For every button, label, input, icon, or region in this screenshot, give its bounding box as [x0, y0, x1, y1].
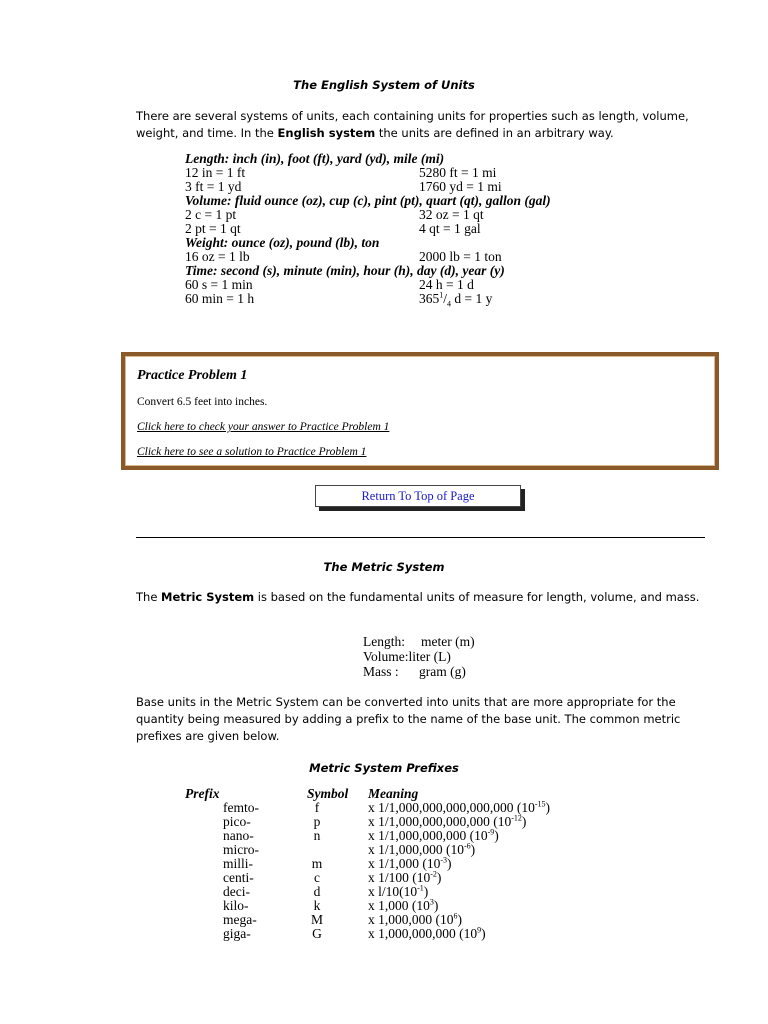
meaning-column-header: Meaning — [368, 786, 419, 801]
prefix-meaning-text: x 1/1,000,000,000 (10 — [368, 828, 488, 843]
prefix-meaning — [368, 899, 438, 913]
english-units-list — [185, 151, 585, 309]
prefix-symbol: c — [314, 870, 320, 885]
prefix-symbol: p — [313, 814, 321, 829]
english-intro-text-end: the units are defined in an arbitrary way. — [375, 126, 614, 140]
metric-intro-text-start: The — [136, 590, 162, 604]
prefix-meaning-close: ) — [447, 856, 452, 871]
conversion-right — [419, 208, 484, 222]
metric-base-units — [363, 634, 475, 679]
unit-conversion-row — [185, 180, 585, 194]
prefix-meaning-text: x 1,000,000,000 (10 — [368, 926, 478, 941]
unit-conversion-row — [185, 166, 585, 180]
prefix-meaning — [368, 843, 475, 857]
prefix-meaning — [368, 815, 526, 829]
unit-conversion-row — [185, 290, 585, 309]
conversion-right-value: 32 oz = 1 qt — [419, 207, 484, 222]
conversion-right — [419, 290, 493, 309]
prefix-row — [185, 857, 625, 871]
prefix-name: pico- — [223, 814, 251, 829]
prefix-name: centi- — [223, 870, 254, 885]
prefix-exponent: -15 — [534, 799, 546, 809]
prefix-row — [185, 801, 625, 815]
prefix-meaning-close: ) — [494, 828, 499, 843]
english-system-bold-term: English system — [277, 126, 376, 140]
metric-prefix-table — [185, 787, 625, 941]
practice-problem-title: Practice Problem 1 — [137, 368, 248, 383]
prefix-row — [185, 871, 625, 885]
prefix-meaning-close: ) — [423, 884, 429, 899]
prefix-meaning-text: x 1/1,000 (10 — [368, 856, 441, 871]
unit-conversion-row — [185, 222, 585, 236]
unit-category-heading: Length: inch (in), foot (ft), yard (yd), mile (mi) — [185, 151, 445, 166]
conversion-left: 60 min = 1 h — [185, 291, 255, 306]
prefix-name: femto- — [223, 800, 259, 815]
prefix-meaning-close: ) — [470, 842, 476, 857]
prefix-meaning-text: x 1/1,000,000 (10 — [368, 842, 464, 857]
prefix-meaning — [368, 857, 452, 871]
conversion-right-value: 1760 yd = 1 mi — [419, 179, 502, 194]
prefix-name: kilo- — [223, 898, 249, 913]
prefix-meaning-text: x 1/1,000,000,000,000,000 (10 — [368, 800, 535, 815]
fraction-numerator: 1 — [439, 290, 444, 300]
prefix-row — [185, 829, 625, 843]
prefix-name: giga- — [223, 926, 251, 941]
section-divider — [136, 537, 705, 538]
conversion-left: 2 c = 1 pt — [185, 207, 237, 222]
prefix-exponent: -1 — [417, 883, 424, 893]
prefix-symbol: d — [313, 884, 321, 899]
prefix-meaning — [368, 885, 428, 899]
see-solution-link[interactable]: Click here to see a solution to Practice Problem 1 — [137, 446, 367, 458]
symbol-column-header: Symbol — [307, 786, 349, 801]
conversion-right-value: 24 h = 1 d — [419, 277, 474, 292]
prefix-meaning — [368, 927, 486, 941]
conversion-left: 60 s = 1 min — [185, 277, 253, 292]
prefix-symbol: m — [311, 856, 323, 871]
prefix-row — [185, 815, 625, 829]
prefix-meaning — [368, 801, 550, 815]
fraction-slash: / — [443, 291, 448, 306]
check-answer-link[interactable]: Click here to check your answer to Practice Problem 1 — [137, 421, 390, 433]
metric-prefixes-title: Metric System Prefixes — [309, 761, 459, 775]
prefix-exponent: -9 — [487, 827, 495, 837]
prefix-table-body — [185, 801, 625, 941]
prefix-meaning-close: ) — [545, 800, 551, 815]
metric-unit-label: Length: — [363, 634, 405, 649]
prefix-meaning-close: ) — [481, 926, 486, 941]
prefix-name: nano- — [223, 828, 254, 843]
prefix-meaning-text: x l/10(10 — [368, 884, 418, 899]
conversion-left: 12 in = 1 ft — [185, 165, 246, 180]
prefix-row — [185, 885, 625, 899]
prefix-name: milli- — [223, 856, 253, 871]
prefix-symbol: M — [310, 912, 323, 927]
prefix-symbol: n — [313, 828, 321, 843]
conversion-right — [419, 222, 481, 236]
fraction-denominator: 4 — [447, 299, 452, 309]
prefix-exponent: 3 — [429, 897, 434, 907]
conversion-right — [419, 250, 502, 264]
unit-category-heading: Weight: ounce (oz), pound (lb), ton — [185, 235, 380, 250]
prefix-meaning-close: ) — [521, 814, 527, 829]
conversion-right-value: 2000 lb = 1 ton — [419, 249, 502, 264]
metric-unit-value: liter (L) — [408, 649, 451, 664]
metric-unit-label: Volume: — [363, 649, 409, 664]
prefix-meaning-text: x 1,000,000 (10 — [368, 912, 454, 927]
prefix-row — [185, 927, 625, 941]
metric-intro-text-end: is based on the fundamental units of measure for length, volume, and mass. — [254, 590, 700, 604]
prefix-name: mega- — [223, 912, 257, 927]
prefix-symbol: G — [312, 926, 322, 941]
metric-prefix-paragraph: Base units in the Metric System can be converted into units that are more appropriate for the quantity being measured by adding a prefix to the name of the base unit. The common metric prefixes are given below. — [136, 695, 681, 743]
metric-unit-volume — [363, 649, 475, 664]
prefix-table-header — [185, 787, 625, 801]
practice-problem-box — [121, 352, 719, 470]
conversion-left: 2 pt = 1 qt — [185, 221, 241, 236]
prefix-exponent: -2 — [430, 869, 437, 879]
return-to-top-button[interactable]: Return To Top of Page — [315, 485, 521, 507]
prefix-meaning — [368, 829, 499, 843]
conversion-right — [419, 166, 496, 180]
metric-system-bold-term: Metric System — [161, 590, 255, 604]
unit-conversion-row — [185, 208, 585, 222]
prefix-exponent: -12 — [511, 813, 522, 823]
unit-conversion-row — [185, 250, 585, 264]
metric-system-title: The Metric System — [323, 560, 445, 574]
english-intro-paragraph — [136, 108, 716, 142]
prefix-meaning-text: x 1,000 (10 — [368, 898, 430, 913]
prefix-row — [185, 899, 625, 913]
prefix-meaning-text: x 1/100 (10 — [368, 870, 431, 885]
prefix-meaning-close: ) — [457, 912, 462, 927]
prefix-exponent: -3 — [440, 855, 448, 865]
conversion-right-value: 4 qt = 1 gal — [419, 221, 481, 236]
unit-category-heading: Volume: fluid ounce (oz), cup (c), pint (pt), quart (qt), gallon (gal) — [185, 193, 551, 208]
metric-unit-mass — [363, 664, 475, 679]
metric-intro-paragraph — [136, 589, 716, 606]
prefix-meaning-text: x 1/1,000,000,000,000 (10 — [368, 814, 512, 829]
prefix-exponent: 6 — [453, 911, 458, 921]
english-system-title: The English System of Units — [293, 78, 475, 92]
practice-problem-text: Convert 6.5 feet into inches. — [137, 396, 268, 408]
prefix-meaning-close: ) — [433, 898, 439, 913]
conversion-right-end: d = 1 y — [451, 291, 493, 306]
conversion-right — [419, 180, 502, 194]
metric-unit-value: meter (m) — [421, 634, 475, 649]
conversion-left: 16 oz = 1 lb — [185, 249, 250, 264]
prefix-row — [185, 843, 625, 857]
prefix-symbol: f — [314, 800, 320, 815]
conversion-right-value: 5280 ft = 1 mi — [419, 165, 497, 180]
metric-unit-length — [363, 634, 475, 649]
prefix-row — [185, 913, 625, 927]
conversion-left: 3 ft = 1 yd — [185, 179, 242, 194]
prefix-exponent: -6 — [464, 841, 471, 851]
conversion-right — [419, 278, 474, 292]
prefix-meaning — [368, 913, 462, 927]
prefix-name: deci- — [223, 884, 250, 899]
english-intro-text-start: There are several systems of units, each containing units for properties such as length, volume, weight, and time. In the — [136, 109, 689, 140]
prefix-name: micro- — [223, 842, 259, 857]
unit-conversion-row — [185, 278, 585, 292]
prefix-meaning — [368, 871, 441, 885]
prefix-symbol: k — [313, 898, 321, 913]
unit-category-heading: Time: second (s), minute (min), hour (h), day (d), year (y) — [185, 263, 505, 278]
prefix-column-header: Prefix — [185, 786, 220, 801]
conversion-right-value: 365 — [419, 291, 440, 306]
prefix-exponent: 9 — [477, 925, 482, 935]
prefix-meaning-close: ) — [436, 870, 442, 885]
metric-unit-value: gram (g) — [419, 664, 466, 679]
metric-unit-label: Mass : — [363, 664, 399, 679]
